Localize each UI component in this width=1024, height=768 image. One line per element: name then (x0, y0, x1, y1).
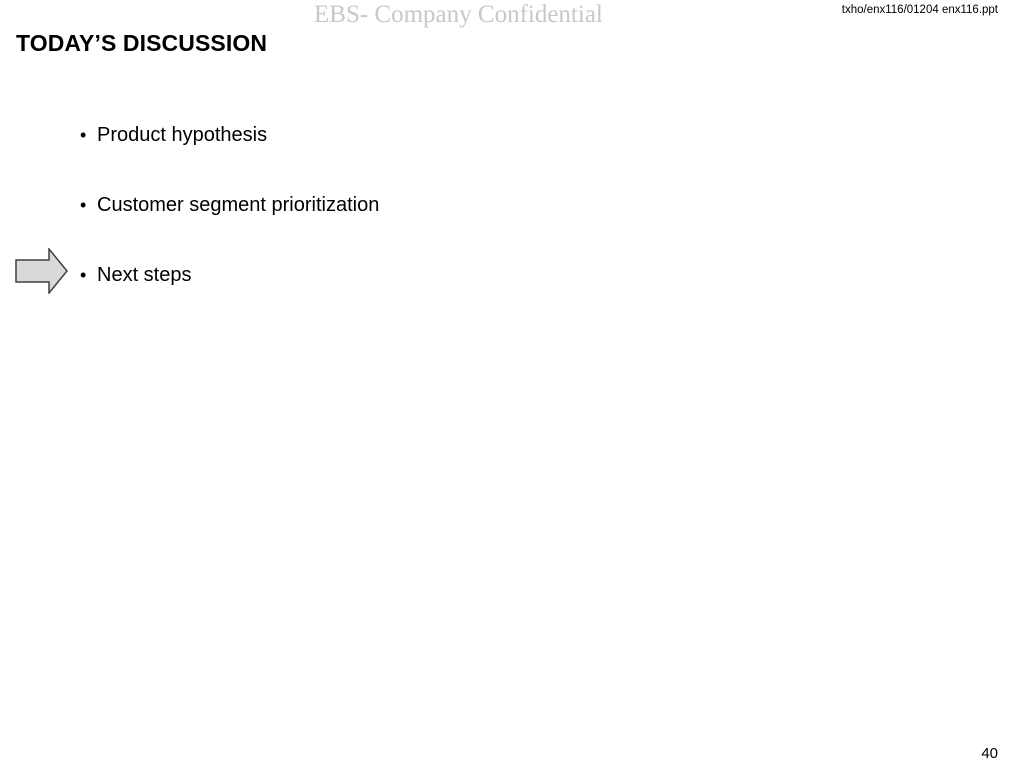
bullet-icon: • (80, 195, 87, 215)
list-item (80, 190, 379, 260)
agenda-item-label: Next steps (97, 264, 192, 286)
page-title: TODAY’S DISCUSSION (16, 30, 268, 56)
page-number: 40 (981, 745, 998, 762)
bullet-icon: • (80, 265, 87, 285)
arrow-right-icon (15, 248, 69, 294)
agenda-item-label: Product hypothesis (97, 124, 268, 146)
bullet-icon: • (80, 125, 87, 145)
list-item (80, 120, 379, 190)
confidential-watermark: EBS- Company Confidential (314, 1, 603, 28)
discussion-agenda-list (80, 120, 379, 330)
file-reference: txho/enx116/01204 enx116.ppt (841, 4, 998, 16)
list-item (80, 260, 379, 330)
agenda-item-label: Customer segment prioritization (97, 194, 380, 216)
